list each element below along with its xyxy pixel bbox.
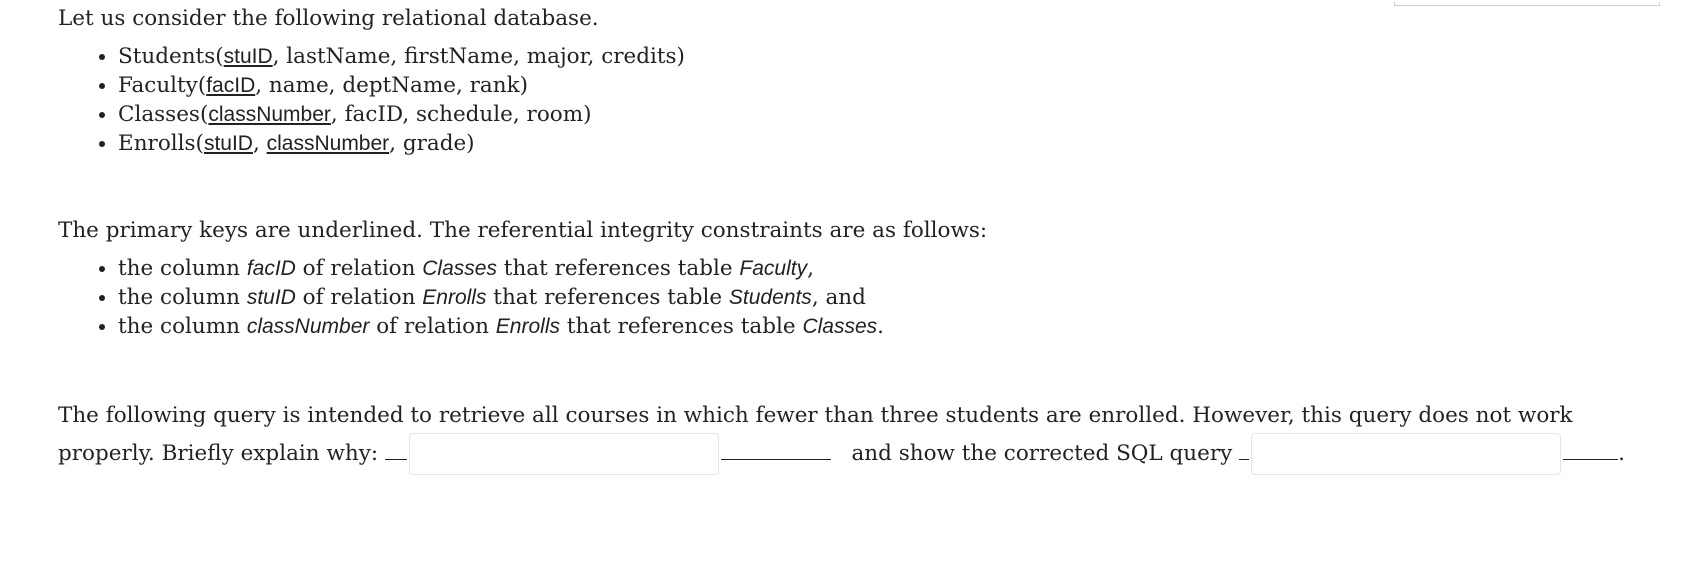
query-line-1: The following query is intended to retrieve all courses in which fewer than three students are enrolled. However, this query does not work (58, 403, 1573, 428)
key-separator: , (252, 131, 267, 156)
column-name: classNumber (246, 315, 370, 338)
schema-list (58, 42, 1668, 158)
blank-line (1563, 445, 1618, 460)
relation-name: Enrolls (495, 315, 560, 338)
constraint-text: that references table (496, 256, 740, 281)
constraint-text: of relation (295, 285, 423, 310)
schema-item-students (118, 42, 1668, 71)
relation-name: Classes (422, 257, 497, 280)
blank-line (1239, 445, 1249, 460)
sql-answer-input[interactable] (1251, 433, 1561, 475)
relation-name: Students( (118, 44, 224, 69)
primary-key: stuID (223, 45, 273, 68)
document (58, 4, 1668, 475)
query-end-text: . (1618, 441, 1625, 466)
query-question (58, 399, 1668, 475)
intro-text: Let us consider the following relational database. (58, 6, 599, 31)
primary-key-note: The primary keys are underlined. The referential integrity constraints are as follows: (58, 218, 988, 243)
constraint-text: , and (811, 285, 866, 310)
constraint-text: of relation (295, 256, 423, 281)
constraint-text: . (877, 314, 884, 339)
referenced-table: Students (728, 286, 812, 309)
relation-name: Classes( (118, 102, 209, 127)
schema-item-faculty (118, 71, 1668, 100)
relation-attributes: , name, deptName, rank) (255, 73, 529, 98)
relation-name: Enrolls (422, 286, 487, 309)
column-name: facID (246, 257, 296, 280)
relation-attributes: , grade) (389, 131, 475, 156)
constraints-list (58, 254, 1668, 341)
constraint-item (118, 283, 1668, 312)
blank-line (721, 445, 831, 460)
referenced-table: Faculty (739, 257, 808, 280)
relation-attributes: , lastName, firstName, major, credits) (272, 44, 685, 69)
primary-key: classNumber (208, 103, 331, 126)
query-line-2 (58, 433, 1668, 475)
primary-key: stuID (203, 132, 253, 155)
constraint-text: that references table (486, 285, 729, 310)
constraint-text: , (807, 256, 814, 281)
primary-key: classNumber (266, 132, 390, 155)
schema-item-enrolls (118, 129, 1668, 158)
blank-line (385, 445, 407, 460)
constraint-text: of relation (369, 314, 496, 339)
primary-key: facID (206, 74, 256, 97)
constraint-item (118, 312, 1668, 341)
relation-name: Faculty( (118, 73, 207, 98)
constraint-text: the column (118, 256, 247, 281)
constraint-text: the column (118, 314, 247, 339)
column-name: stuID (246, 286, 296, 309)
corner-box (1394, 2, 1660, 6)
constraint-text: that references table (560, 314, 803, 339)
explain-answer-input[interactable] (409, 433, 719, 475)
constraint-item (118, 254, 1668, 283)
query-prompt-text: properly. Briefly explain why: (58, 441, 385, 466)
referenced-table: Classes (802, 315, 878, 338)
relation-attributes: , facID, schedule, room) (330, 102, 592, 127)
constraint-text: the column (118, 285, 247, 310)
relation-name: Enrolls( (118, 131, 204, 156)
schema-item-classes (118, 100, 1668, 129)
query-middle-text: and show the corrected SQL query (851, 441, 1240, 466)
